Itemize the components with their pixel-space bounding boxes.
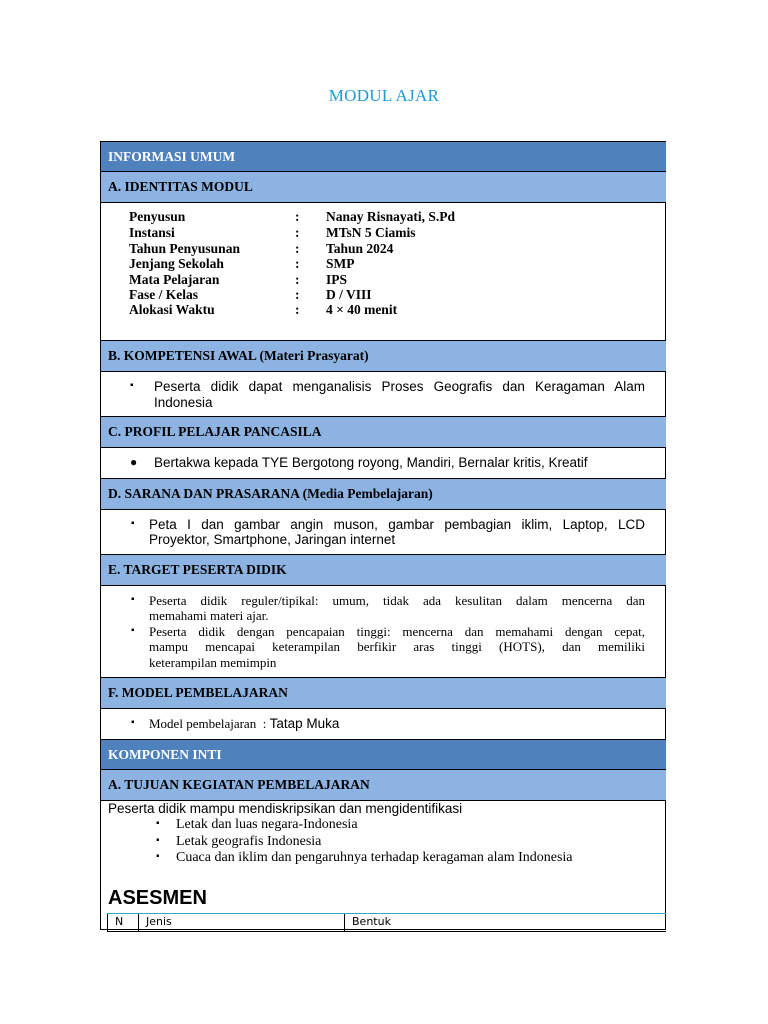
- target-item-2-line-3: keterampilan memimpin: [149, 655, 277, 670]
- asesmen-table-header: [107, 913, 666, 932]
- document-title: MODUL AJAR: [328, 86, 440, 105]
- target-item-1-line-1: Peserta didik reguler/tipikal: umum, tidak ada kesulitan dalam mencerna dan: [149, 593, 645, 608]
- heading-kompetensi-awal: B. KOMPETENSI AWAL (Materi Prasyarat): [101, 340, 666, 372]
- target-item-1-line-2: memahami materi ajar.: [149, 608, 269, 623]
- asesmen-col-no: N: [107, 914, 138, 931]
- profil-line: Bertakwa kepada TYE Bergotong royong, Mandiri, Bernalar kritis, Kreatif: [154, 455, 588, 470]
- bullet-square-icon: ▪: [156, 835, 160, 846]
- heading-model-pembelajaran: F. MODEL PEMBELAJARAN: [101, 677, 666, 709]
- sarana-line-2: Proyektor, Smartphone, Jaringan internet: [149, 532, 396, 547]
- bullet-square-icon: ▪: [156, 851, 160, 862]
- section-informasi-umum: INFORMASI UMUM: [101, 141, 666, 172]
- bullet-square-icon: ▪: [131, 625, 135, 636]
- asesmen-col-jenis: Jenis: [138, 914, 344, 931]
- bullet-square-icon: ▪: [131, 518, 135, 529]
- target-item-2-line-1: Peserta didik dengan pencapaian tinggi: mencerna dan memahami dengan cepat,: [149, 624, 645, 639]
- model-line: Model pembelajaran : Tatap Muka: [149, 716, 340, 731]
- bullet-square-icon: ▪: [131, 594, 135, 605]
- heading-sarana-prasarana: D. SARANA DAN PRASARANA (Media Pembelajaran): [101, 478, 666, 510]
- tujuan-item: Letak geografis Indonesia: [176, 834, 322, 849]
- tujuan-item: Cuaca dan iklim dan pengaruhnya terhadap keragaman alam Indonesia: [176, 850, 573, 865]
- heading-profil-pelajar: C. PROFIL PELAJAR PANCASILA: [101, 416, 666, 448]
- heading-tujuan-kegiatan: A. TUJUAN KEGIATAN PEMBELAJARAN: [101, 769, 666, 801]
- bullet-dot-icon: ●: [130, 455, 138, 469]
- asesmen-heading: ASESMEN: [108, 887, 207, 909]
- target-item-2-line-2: mampu mencapai keterampilan berfikir aras tinggi (HOTS), dan memiliki: [149, 639, 645, 654]
- kompetensi-line-1: Peserta didik dapat menganalisis Proses Geografis dan Keragaman Alam: [154, 379, 645, 394]
- bullet-square-icon: ▪: [156, 818, 160, 829]
- sarana-line-1: Peta I dan gambar angin muson, gambar pembagian iklim, Laptop, LCD: [149, 517, 645, 532]
- tujuan-item: Letak dan luas negara-Indonesia: [176, 817, 358, 832]
- tujuan-intro: Peserta didik mampu mendiskripsikan dan mengidentifikasi: [108, 801, 463, 816]
- heading-identitas-modul: A. IDENTITAS MODUL: [101, 171, 666, 203]
- section-komponen-inti: KOMPONEN INTI: [101, 739, 666, 770]
- asesmen-col-bentuk: Bentuk: [344, 914, 666, 931]
- bullet-square-icon: ▪: [131, 717, 135, 728]
- bullet-square-icon: ▪: [130, 380, 134, 391]
- heading-target-peserta: E. TARGET PESERTA DIDIK: [101, 554, 666, 586]
- kompetensi-line-2: Indonesia: [154, 394, 213, 410]
